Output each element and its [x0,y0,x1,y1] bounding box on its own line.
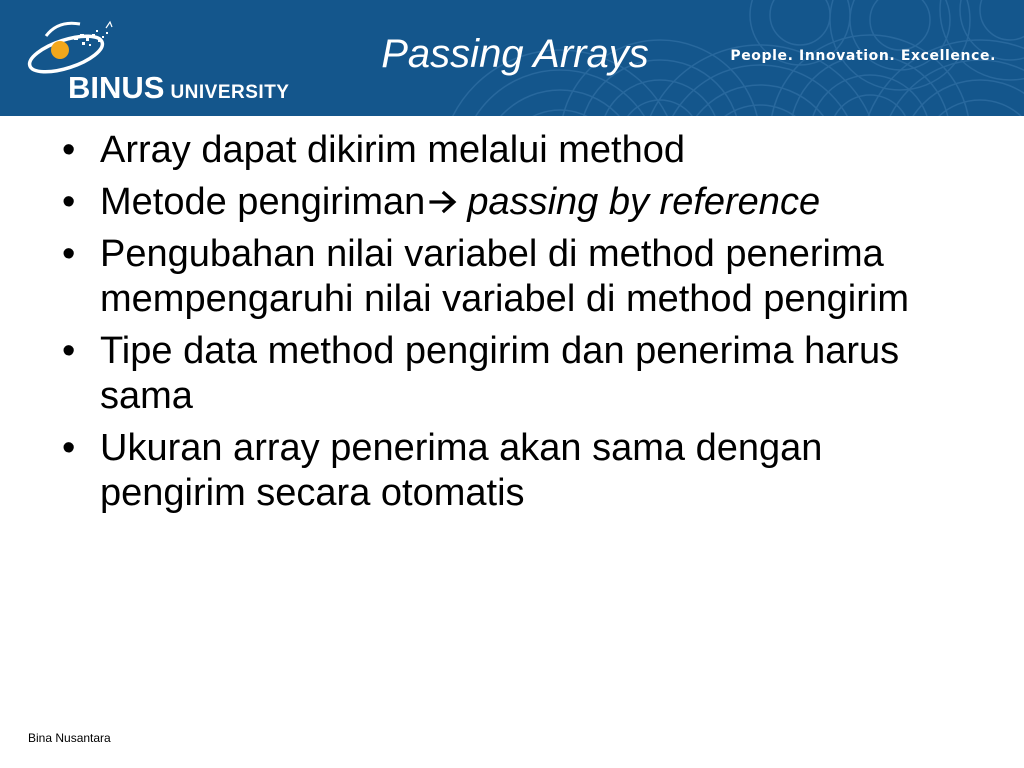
bullet-item [56,329,956,419]
bullet-dot-icon: • [62,181,76,223]
logo-wordmark [68,72,289,103]
slide-title: Passing Arrays [381,32,649,76]
bullet-dot-icon: • [62,330,76,372]
bullet-text: Tipe data method pengirim dan penerima harus sama [100,330,900,417]
bullet-dot-icon: • [62,233,76,275]
right-arrow-icon [429,190,459,214]
binus-emblem-icon [22,14,132,74]
bullet-list [56,128,956,516]
slide-content [56,128,956,523]
footer-text: Bina Nusantara [28,731,111,745]
bullet-item [56,128,956,173]
bullet-dot-icon: • [62,427,76,469]
bullet-text: Metode pengiriman [100,181,426,223]
bullet-item [56,232,956,322]
tagline: People. Innovation. Excellence. [730,48,996,64]
logo-brand-text: BINUS [68,70,165,105]
logo-suffix-text: UNIVERSITY [170,82,290,103]
header-banner [0,0,1024,116]
bullet-item [56,426,956,516]
bullet-text: Ukuran array penerima akan sama dengan pengirim secara otomatis [100,427,823,514]
bullet-dot-icon: • [62,129,76,171]
bullet-text: Pengubahan nilai variabel di method penerima mempengaruhi nilai variabel di method pengirim [100,233,909,320]
binus-university-logo [22,14,302,104]
bullet-item [56,180,956,225]
bullet-text: Array dapat dikirim melalui method [100,129,686,171]
bullet-italic-text: passing by reference [467,181,821,223]
